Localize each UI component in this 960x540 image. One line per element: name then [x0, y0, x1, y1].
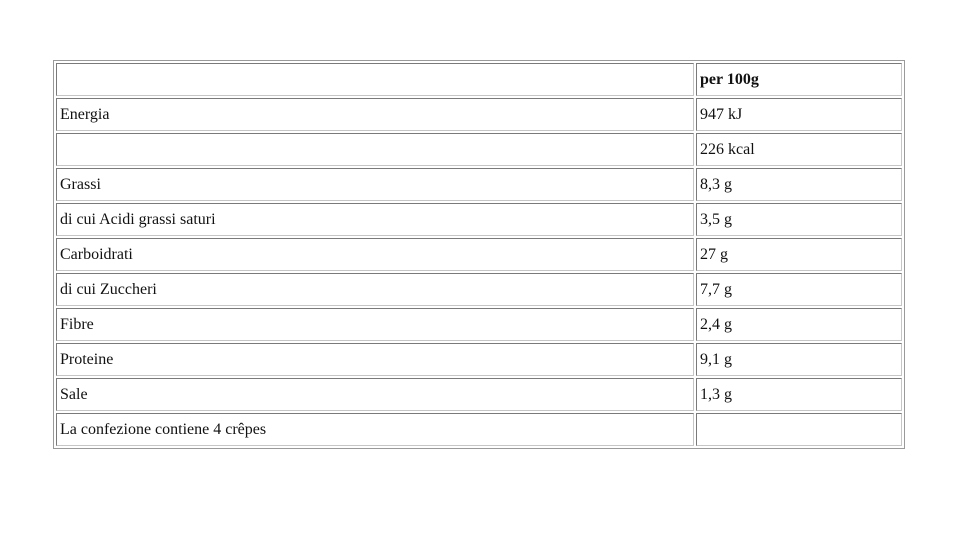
row-value-carboidrati: 27 g	[696, 238, 902, 271]
row-label-grassi: Grassi	[56, 168, 694, 201]
table-row	[56, 133, 902, 166]
table-row	[56, 413, 902, 446]
table-row	[56, 168, 902, 201]
row-label-sale: Sale	[56, 378, 694, 411]
row-value-zuccheri: 7,7 g	[696, 273, 902, 306]
row-value-energia-kcal: 226 kcal	[696, 133, 902, 166]
row-label-carboidrati: Carboidrati	[56, 238, 694, 271]
table-header-row	[56, 63, 902, 96]
table-row	[56, 343, 902, 376]
row-value-grassi: 8,3 g	[696, 168, 902, 201]
nutrition-table	[54, 61, 904, 448]
row-value-sale: 1,3 g	[696, 378, 902, 411]
row-label-acidi-grassi-saturi: di cui Acidi grassi saturi	[56, 203, 694, 236]
row-value-confezione	[696, 413, 902, 446]
header-per-100g-cell: per 100g	[696, 63, 902, 96]
row-value-fibre: 2,4 g	[696, 308, 902, 341]
row-label-zuccheri: di cui Zuccheri	[56, 273, 694, 306]
table-row	[56, 238, 902, 271]
table-row	[56, 378, 902, 411]
row-value-proteine: 9,1 g	[696, 343, 902, 376]
table-row	[56, 98, 902, 131]
row-label-confezione: La confezione contiene 4 crêpes	[56, 413, 694, 446]
table-row	[56, 273, 902, 306]
table-row	[56, 308, 902, 341]
row-label-energia: Energia	[56, 98, 694, 131]
table-row	[56, 203, 902, 236]
header-label-cell	[56, 63, 694, 96]
row-label-proteine: Proteine	[56, 343, 694, 376]
row-label-empty	[56, 133, 694, 166]
row-label-fibre: Fibre	[56, 308, 694, 341]
row-value-energia-kj: 947 kJ	[696, 98, 902, 131]
row-value-acidi-grassi-saturi: 3,5 g	[696, 203, 902, 236]
nutrition-table-container	[53, 60, 905, 449]
